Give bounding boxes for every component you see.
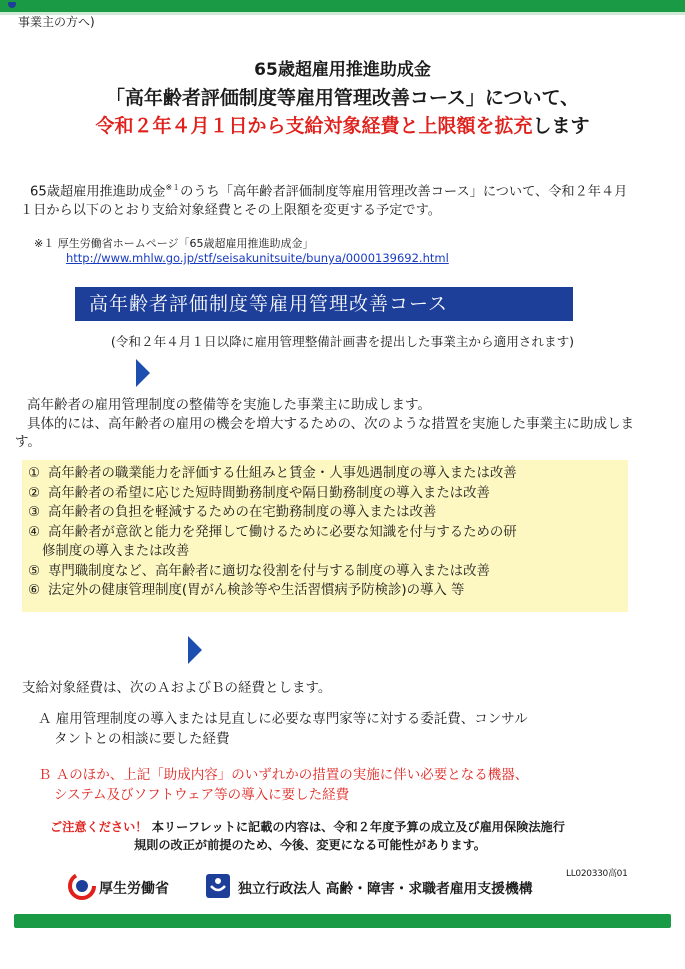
measure-text: 法定外の健康管理制度(胃がん検診等や生活習慣病予防検診)の導入 等 <box>48 583 465 598</box>
description <box>15 396 640 452</box>
title-line-2: 「高年齢者評価制度等雇用管理改善コース」について、 <box>105 87 580 109</box>
ministry-logo-icon <box>68 872 96 900</box>
top-green-bar <box>0 0 685 12</box>
measure-item <box>28 523 624 543</box>
measure-text: 高年齢者の職業能力を評価する仕組みと賃金・人事処遇制度の導入または改善 <box>48 466 517 481</box>
measure-item <box>28 484 624 504</box>
caution-note <box>50 818 640 854</box>
down-arrow-icon <box>136 359 150 387</box>
footnote: ※１ 厚生労働省ホームページ「65歳超雇用推進助成金」 <box>34 237 314 250</box>
measure-item <box>28 503 624 523</box>
measure-text: 高年齢者が意欲と能力を発揮して働けるために必要な知識を付与するための研 <box>48 524 517 540</box>
title-suffix: します <box>532 115 590 137</box>
measure-item <box>28 562 624 582</box>
course-banner: 高年齢者評価制度等雇用管理改善コース <box>75 287 573 321</box>
bottom-green-bar <box>14 914 671 928</box>
expense-b <box>38 765 638 805</box>
measure-item-continuation: 修制度の導入または改善 <box>42 544 190 559</box>
expense-b-line-1: Ｂ Ａのほか、上記「助成内容」のいずれかの措置の実施に伴い必要となる機器、 <box>38 767 529 783</box>
footnote-link[interactable]: http://www.mhlw.go.jp/stf/seisakunitsuite/bunya/0000139692.html <box>66 251 449 265</box>
expense-a <box>38 709 638 749</box>
measure-number: ② <box>28 485 41 501</box>
measure-text: 高年齢者の希望に応じた短時間勤務制度や隔日勤務制度の導入または改善 <box>48 485 490 501</box>
measure-number: ⑤ <box>28 563 41 579</box>
description-line-1: 高年齢者の雇用管理制度の整備等を実施した事業主に助成します。 <box>27 397 431 413</box>
intro-paragraph <box>20 178 640 220</box>
title-highlight: 令和２年４月１日から支給対象経費と上限額を拡充 <box>95 115 533 137</box>
measure-text: 専門職制度など、高年齢者に適切な役割を付与する制度の導入または改善 <box>48 563 490 579</box>
footnote-marker: ※１ <box>165 183 181 192</box>
agency-logo-symbol-icon <box>206 874 230 898</box>
down-arrow-icon <box>188 636 202 664</box>
measure-number: ⑥ <box>28 583 41 598</box>
measures-box <box>22 460 628 612</box>
expense-b-line-2: システム及びソフトウェア等の導入に要した経費 <box>54 787 350 803</box>
intro-text-start: 65歳超雇用推進助成金 <box>30 184 166 200</box>
caution-line-2: 規則の改正が前提のため、今後、変更になる可能性があります。 <box>134 838 486 852</box>
title-line-1: 65歳超雇用推進助成金 <box>254 60 431 80</box>
agency-logo-icon <box>206 874 230 898</box>
measure-number: ① <box>28 466 41 481</box>
apply-note: (令和２年４月１日以降に雇用管理整備計画書を提出した事業主から適用されます) <box>110 334 575 349</box>
measure-item <box>28 581 624 601</box>
ministry-name: 厚生労働省 <box>99 881 169 897</box>
expense-a-line-2: タントとの相談に要した経費 <box>54 731 230 747</box>
description-line-2: 具体的には、高年齢者の雇用の機会を増大するための、次のような措置を実施した事業主に助成します。 <box>15 415 634 450</box>
agency-name: 独立行政法人 高齢・障害・求職者雇用支援機構 <box>238 881 533 897</box>
measure-text: 高年齢者の負担を軽減するための在宅勤務制度の導入または改善 <box>48 505 437 520</box>
document-code: LL020330高01 <box>566 869 628 879</box>
intro-text-end: のうち「高年齢者評価制度等雇用管理改善コース」について、令和２年４月１日から以下のとおり支給対象経費とその上限額を変更する予定です。 <box>20 184 628 219</box>
partial-logo-icon <box>6 2 32 12</box>
measure-item <box>28 464 624 484</box>
title-block <box>0 58 685 140</box>
caution-line-1: 本リーフレットに記載の内容は、令和２年度予算の成立及び雇用保険法施行 <box>151 820 565 834</box>
expense-intro: 支給対象経費は、次のＡおよびＢの経費とします。 <box>22 680 332 696</box>
expense-a-line-1: Ａ 雇用管理制度の導入または見直しに必要な専門家等に対する委託費、コンサル <box>38 711 528 727</box>
audience-label: 事業主の方へ) <box>18 15 95 29</box>
caution-label: ご注意ください！ <box>50 820 148 834</box>
measure-number: ④ <box>28 524 41 540</box>
measure-number: ③ <box>28 505 41 520</box>
title-line-3 <box>0 112 685 140</box>
